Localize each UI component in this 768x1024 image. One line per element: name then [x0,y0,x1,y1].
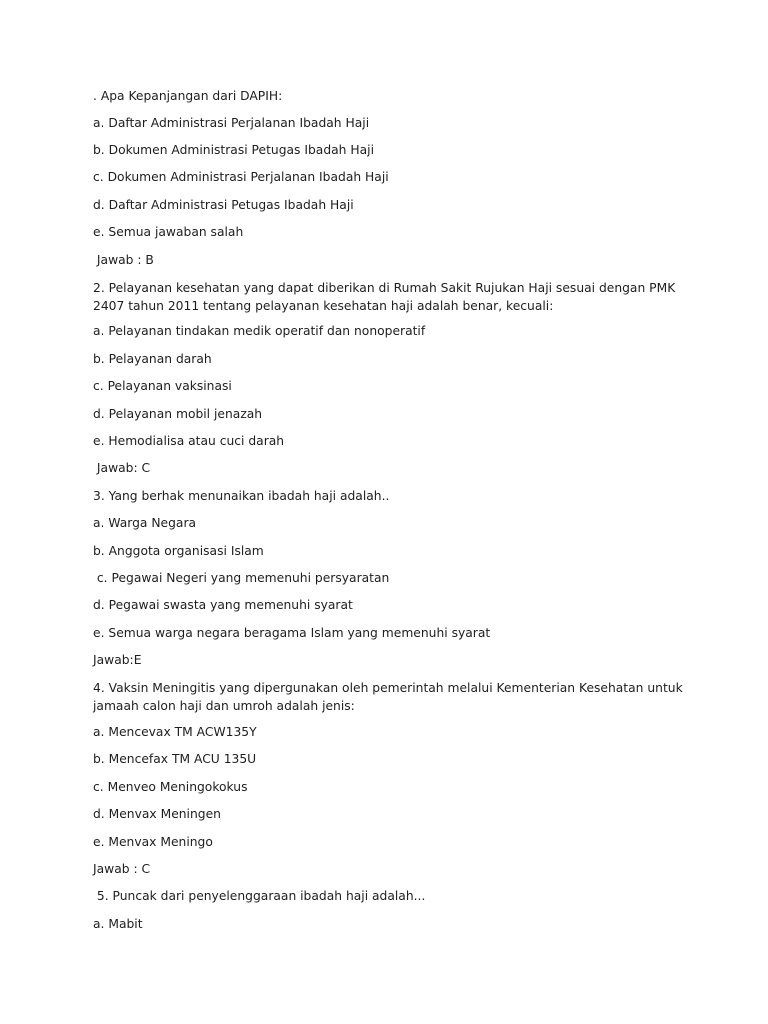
question-2-option-c: c. Pelayanan vaksinasi [93,379,232,393]
question-4-option-b: b. Mencefax TM ACU 135U [93,752,257,766]
question-3-option-b: b. Anggota organisasi Islam [93,544,264,558]
question-3-text: 3. Yang berhak menunaikan ibadah haji adalah.. [93,489,390,503]
question-2-option-d: d. Pelayanan mobil jenazah [93,407,263,421]
question-4-answer: Jawab : C [93,862,151,876]
question-3-option-a: a. Warga Negara [93,516,197,530]
question-1-option-c: c. Dokumen Administrasi Perjalanan Ibadah Haji [93,170,389,184]
question-4-option-a: a. Mencevax TM ACW135Y [93,725,257,739]
question-4-option-c: c. Menveo Meningokokus [93,780,248,794]
question-2-text: 2. Pelayanan kesehatan yang dapat diberikan di Rumah Sakit Rujukan Haji sesuai dengan PMK 2407 tahun 2011 tentang pelayanan kesehatan haji adalah benar, kecuali: [93,281,676,313]
question-2-option-b: b. Pelayanan darah [93,352,212,366]
question-1-option-a: a. Daftar Administrasi Perjalanan Ibadah Haji [93,116,370,130]
question-1-text: . Apa Kepanjangan dari DAPIH: [93,89,283,103]
question-4-option-d: d. Menvax Meningen [93,807,221,821]
question-2-answer: Jawab: C [93,461,151,475]
question-5-option-a: a. Mabit [93,917,143,931]
question-3-option-d: d. Pegawai swasta yang memenuhi syarat [93,598,353,612]
question-5-text: 5. Puncak dari penyelenggaraan ibadah haji adalah... [93,889,426,903]
question-1-option-e: e. Semua jawaban salah [93,225,244,239]
question-1-answer: Jawab : B [93,253,154,267]
question-1-option-b: b. Dokumen Administrasi Petugas Ibadah Haji [93,143,374,157]
question-3-answer: Jawab:E [93,653,142,667]
question-3-option-c: c. Pegawai Negeri yang memenuhi persyaratan [93,571,390,585]
question-4-option-e: e. Menvax Meningo [93,835,213,849]
question-2-option-a: a. Pelayanan tindakan medik operatif dan nonoperatif [93,324,426,338]
question-1-option-d: d. Daftar Administrasi Petugas Ibadah Haji [93,198,354,212]
question-2-option-e: e. Hemodialisa atau cuci darah [93,434,285,448]
question-4-text: 4. Vaksin Meningitis yang dipergunakan oleh pemerintah melalui Kementerian Kesehatan untuk jamaah calon haji dan umroh adalah jenis: [93,681,683,713]
question-3-option-e: e. Semua warga negara beragama Islam yang memenuhi syarat [93,626,491,640]
